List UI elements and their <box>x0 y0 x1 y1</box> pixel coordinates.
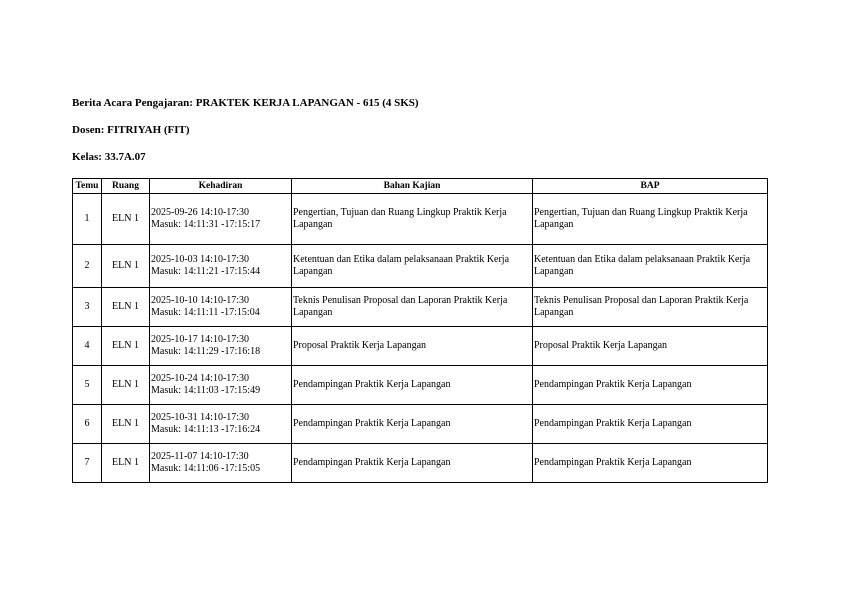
table-row <box>73 245 768 288</box>
bap-text: Pendampingan Praktik Kerja Lapangan <box>534 418 692 429</box>
attendance-time: Masuk: 14:11:21 -17:15:44 <box>151 266 261 277</box>
column-header-temu: Temu <box>73 179 102 194</box>
cell-ruang <box>102 288 150 327</box>
teaching-record-table <box>72 178 768 483</box>
bap-text: Proposal Praktik Kerja Lapangan <box>534 340 668 351</box>
study-material: Pendampingan Praktik Kerja Lapangan <box>293 379 451 390</box>
cell-ruang <box>102 366 150 405</box>
room-name: ELN 1 <box>112 379 139 390</box>
cell-bahan-kajian <box>292 444 533 483</box>
table-row <box>73 444 768 483</box>
meeting-number: 6 <box>84 418 90 429</box>
room-name: ELN 1 <box>112 340 139 351</box>
cell-bap <box>533 444 768 483</box>
cell-bahan-kajian <box>292 194 533 245</box>
cell-kehadiran <box>150 405 292 444</box>
column-header-bap: BAP <box>533 179 768 194</box>
attendance-time: Masuk: 14:11:11 -17:15:04 <box>151 307 260 318</box>
study-material: Teknis Penulisan Proposal dan Laporan Praktik Kerja Lapangan <box>293 295 508 318</box>
table-row <box>73 288 768 327</box>
meeting-number: 2 <box>84 260 90 271</box>
cell-kehadiran <box>150 444 292 483</box>
attendance-time: Masuk: 14:11:29 -17:16:18 <box>151 346 261 357</box>
schedule-time: 2025-10-10 14:10-17:30 <box>151 295 250 306</box>
bap-text: Ketentuan dan Etika dalam pelaksanaan Praktik Kerja Lapangan <box>534 254 751 277</box>
schedule-time: 2025-10-31 14:10-17:30 <box>151 412 250 423</box>
cell-bap <box>533 194 768 245</box>
room-name: ELN 1 <box>112 260 139 271</box>
cell-bap <box>533 405 768 444</box>
cell-temu <box>73 366 102 405</box>
study-material: Pengertian, Tujuan dan Ruang Lingkup Praktik Kerja Lapangan <box>293 207 507 230</box>
attendance-time: Masuk: 14:11:31 -17:15:17 <box>151 219 261 230</box>
cell-temu <box>73 444 102 483</box>
attendance-time: Masuk: 14:11:06 -17:15:05 <box>151 463 261 474</box>
table-header-row <box>73 179 768 194</box>
schedule-time: 2025-10-24 14:10-17:30 <box>151 373 250 384</box>
cell-ruang <box>102 444 150 483</box>
cell-bahan-kajian <box>292 366 533 405</box>
bap-text: Teknis Penulisan Proposal dan Laporan Praktik Kerja Lapangan <box>534 295 749 318</box>
schedule-time: 2025-11-07 14:10-17:30 <box>151 451 249 462</box>
page-title: Berita Acara Pengajaran: PRAKTEK KERJA LAPANGAN - 615 (4 SKS) <box>72 97 419 109</box>
cell-bahan-kajian <box>292 245 533 288</box>
cell-ruang <box>102 194 150 245</box>
document <box>72 96 772 483</box>
cell-ruang <box>102 327 150 366</box>
meeting-number: 3 <box>84 301 90 312</box>
meeting-number: 7 <box>84 457 90 468</box>
table-body <box>73 194 768 483</box>
cell-temu <box>73 405 102 444</box>
schedule-time: 2025-09-26 14:10-17:30 <box>151 207 250 218</box>
table-row <box>73 366 768 405</box>
class-info: Kelas: 33.7A.07 <box>72 151 146 163</box>
column-header-kehadiran: Kehadiran <box>150 179 292 194</box>
cell-kehadiran <box>150 194 292 245</box>
cell-ruang <box>102 245 150 288</box>
cell-temu <box>73 194 102 245</box>
table-row <box>73 327 768 366</box>
cell-temu <box>73 327 102 366</box>
cell-bap <box>533 288 768 327</box>
bap-text: Pendampingan Praktik Kerja Lapangan <box>534 457 692 468</box>
attendance-time: Masuk: 14:11:03 -17:15:49 <box>151 385 261 396</box>
cell-bap <box>533 245 768 288</box>
room-name: ELN 1 <box>112 457 139 468</box>
room-name: ELN 1 <box>112 418 139 429</box>
cell-bahan-kajian <box>292 327 533 366</box>
attendance-time: Masuk: 14:11:13 -17:16:24 <box>151 424 261 435</box>
cell-kehadiran <box>150 327 292 366</box>
room-name: ELN 1 <box>112 301 139 312</box>
cell-kehadiran <box>150 245 292 288</box>
study-material: Pendampingan Praktik Kerja Lapangan <box>293 457 451 468</box>
cell-bahan-kajian <box>292 405 533 444</box>
cell-temu <box>73 288 102 327</box>
bap-text: Pendampingan Praktik Kerja Lapangan <box>534 379 692 390</box>
meeting-number: 1 <box>84 213 90 224</box>
bap-text: Pengertian, Tujuan dan Ruang Lingkup Praktik Kerja Lapangan <box>534 207 748 230</box>
meeting-number: 5 <box>84 379 90 390</box>
cell-kehadiran <box>150 288 292 327</box>
schedule-time: 2025-10-17 14:10-17:30 <box>151 334 250 345</box>
cell-kehadiran <box>150 366 292 405</box>
cell-bap <box>533 327 768 366</box>
study-material: Proposal Praktik Kerja Lapangan <box>293 340 427 351</box>
cell-temu <box>73 245 102 288</box>
column-header-ruang: Ruang <box>102 179 150 194</box>
study-material: Ketentuan dan Etika dalam pelaksanaan Praktik Kerja Lapangan <box>293 254 510 277</box>
table-row <box>73 405 768 444</box>
room-name: ELN 1 <box>112 213 139 224</box>
meeting-number: 4 <box>84 340 90 351</box>
study-material: Pendampingan Praktik Kerja Lapangan <box>293 418 451 429</box>
cell-ruang <box>102 405 150 444</box>
lecturer-info: Dosen: FITRIYAH (FIT) <box>72 124 190 136</box>
cell-bap <box>533 366 768 405</box>
column-header-bahan-kajian: Bahan Kajian <box>292 179 533 194</box>
cell-bahan-kajian <box>292 288 533 327</box>
schedule-time: 2025-10-03 14:10-17:30 <box>151 254 250 265</box>
table-row <box>73 194 768 245</box>
